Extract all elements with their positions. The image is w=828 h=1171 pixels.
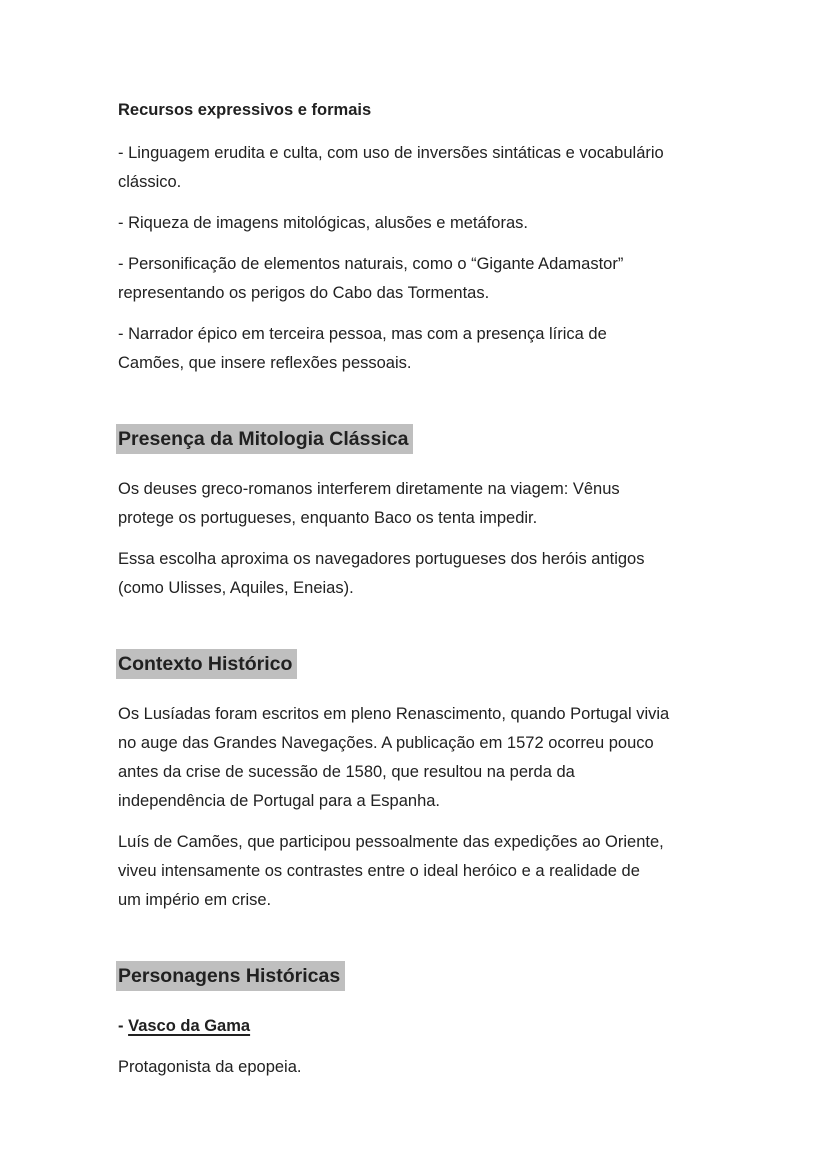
paragraph-deuses [118, 475, 728, 533]
paragraph-protagonista [118, 1053, 728, 1082]
paragraph-narrador [118, 320, 728, 378]
paragraph-line: clássico. [118, 173, 182, 191]
heading-personagens-historicas: Personagens Históricas [116, 961, 345, 991]
heading-recursos-expressivos: Recursos expressivos e formais [118, 101, 372, 119]
heading-contexto-historico: Contexto Histórico [116, 649, 297, 679]
heading-row-contexto [118, 649, 728, 681]
heading-row-mitologia [118, 424, 728, 456]
paragraph-line: um império em crise. [118, 891, 272, 909]
vasco-da-gama-name: Vasco da Gama [128, 1017, 251, 1035]
heading-row-personagens [118, 961, 728, 993]
paragraph-line: antes da crise de sucessão de 1580, que resultou na perda da [118, 763, 575, 781]
paragraph-linguagem [118, 139, 728, 197]
paragraph-line: Camões, que insere reflexões pessoais. [118, 354, 412, 372]
paragraph-line [118, 1012, 728, 1041]
list-dash: - [118, 1017, 129, 1035]
paragraph-line: no auge das Grandes Navegações. A publicação em 1572 ocorreu pouco [118, 734, 654, 752]
paragraph-escolha [118, 545, 728, 603]
paragraph-line: protege os portugueses, enquanto Baco os tenta impedir. [118, 509, 538, 527]
list-item-vasco-da-gama [118, 1012, 728, 1041]
paragraph-line: - Linguagem erudita e culta, com uso de inversões sintáticas e vocabulário [118, 144, 664, 162]
paragraph-personificacao [118, 250, 728, 308]
paragraph-line: - Personificação de elementos naturais, como o “Gigante Adamastor” [118, 255, 624, 273]
paragraph-line: (como Ulisses, Aquiles, Eneias). [118, 579, 354, 597]
paragraph-lusiadas [118, 700, 728, 816]
paragraph-line: - Riqueza de imagens mitológicas, alusões e metáforas. [118, 214, 528, 232]
paragraph-line: Os deuses greco-romanos interferem diretamente na viagem: Vênus [118, 480, 620, 498]
heading-mitologia-classica: Presença da Mitologia Clássica [116, 424, 413, 454]
paragraph-line: Protagonista da epopeia. [118, 1058, 302, 1076]
paragraph-line: Os Lusíadas foram escritos em pleno Renascimento, quando Portugal vivia [118, 705, 670, 723]
paragraph-line: - Narrador épico em terceira pessoa, mas com a presença lírica de [118, 325, 607, 343]
paragraph-line: viveu intensamente os contrastes entre o ideal heróico e a realidade de [118, 862, 640, 880]
paragraph-camoes [118, 828, 728, 915]
paragraph-line: representando os perigos do Cabo das Tormentas. [118, 284, 490, 302]
paragraph-line: Luís de Camões, que participou pessoalmente das expedições ao Oriente, [118, 833, 664, 851]
paragraph-line: independência de Portugal para a Espanha. [118, 792, 440, 810]
paragraph-line: Essa escolha aproxima os navegadores portugueses dos heróis antigos [118, 550, 645, 568]
paragraph-riqueza [118, 209, 728, 238]
